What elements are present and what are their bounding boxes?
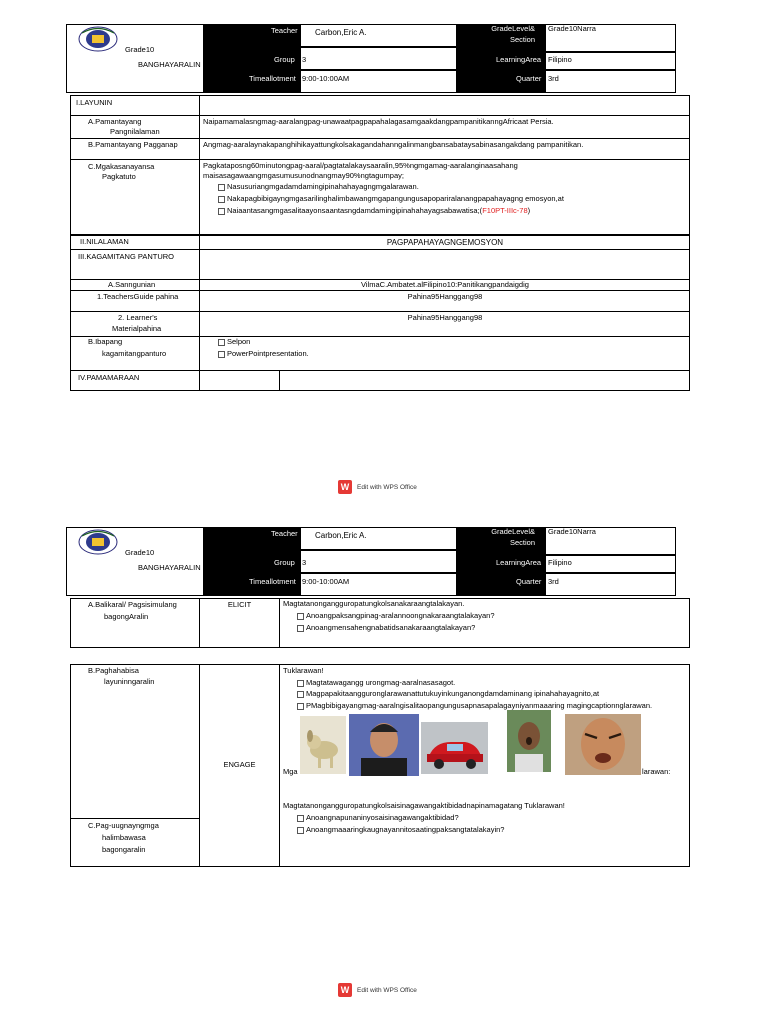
learningarea-value: Filipino — [548, 55, 572, 64]
balik-bullet-2: Anoangmensahengnabatidsanakaraangtalakayan? — [297, 624, 475, 633]
edit-with-wps-link[interactable] — [338, 480, 417, 494]
gradelevel-label-2: Section — [509, 538, 535, 547]
checkbox-bullet-icon — [297, 680, 304, 687]
wps-label: Edit with WPS Office — [357, 483, 417, 491]
lm-label-2: Materialpahina — [112, 324, 162, 333]
time-value: 9:00-10:00AM — [302, 74, 350, 83]
quarter-value-cell — [545, 573, 676, 596]
angry-man-image — [565, 714, 641, 775]
row-line — [70, 138, 690, 139]
wps-label: Edit with WPS Office — [357, 986, 417, 994]
balik-bullet-1: Anoangpaksangpinag-aralannoongnakaraangtalakayan? — [297, 612, 495, 621]
teacher-value: Carbon,Eric A. — [315, 531, 367, 540]
subject-text: BANGHAYARALIN — [138, 563, 201, 572]
wps-office-icon: W — [338, 480, 352, 494]
kasanayan-intro-1: Pagkataposng60minutongpag-aaral/pagtatalakaysaaralin,95%ngmgamag-aaralanginaasahang — [203, 161, 518, 170]
larawan-label: larawan: — [642, 767, 671, 776]
after-bullet-2: Anoangmaaaringkaugnayannitosaatingpaksangtatalakayin? — [297, 826, 504, 835]
checkbox-bullet-icon — [297, 827, 304, 834]
quarter-label: Quarter — [516, 74, 542, 83]
ibapang-bullet-1: Selpon — [218, 338, 250, 347]
checkbox-bullet-icon — [297, 613, 304, 620]
gradelevel-label-2: Section — [509, 35, 535, 44]
checkbox-bullet-icon — [297, 815, 304, 822]
kagamitan-label: III.KAGAMITANG PANTURO — [78, 252, 174, 261]
tuklas-bullet-2: Magpapakitaangguronglarawanattutukuyinkunganongdamdaminang ipinahahayagnito,at — [297, 690, 599, 699]
tuklas-title: Tuklarawan! — [283, 666, 324, 675]
gradelevel-label-1: GradeLevel& — [491, 527, 535, 536]
group-value-cell — [300, 550, 457, 573]
pamantayang-pang-text: Naipamamalasngmag-aaralangpag-unawaatpagpapahalagasamgaakdangpampanitikanngAfricaat Persia. — [203, 117, 554, 126]
edit-with-wps-link[interactable] — [338, 983, 417, 997]
pag-ugnay-label-1: C.Pag-uugnayngmga — [88, 821, 159, 830]
lm-text: Pahina95Hanggang98 — [407, 313, 483, 322]
row-line — [70, 290, 690, 291]
wps-office-icon: W — [338, 983, 352, 997]
balik-text: Magtatanongangguropatungkolsanakaraangtalakayan. — [283, 599, 465, 608]
row-line — [70, 115, 690, 116]
checkbox-bullet-icon — [218, 351, 225, 358]
checkbox-bullet-icon — [297, 625, 304, 632]
layunin-label: I.LAYUNIN — [76, 98, 113, 107]
col-divider — [279, 664, 280, 867]
checkbox-bullet-icon — [297, 691, 304, 698]
mga-label: Mga — [283, 767, 298, 776]
nilalaman-text: PAGPAPAHAYAGNGEMOSYON — [386, 238, 504, 247]
paghahabisa-label-1: B.Paghahabisa — [88, 666, 139, 675]
pamantayang-pag-label: B.Pamantayang Pagganap — [88, 140, 178, 149]
balik-label-2: bagongAralin — [104, 612, 149, 621]
teacher-label: Teacher — [271, 529, 298, 538]
checkbox-bullet-icon — [218, 184, 225, 191]
sad-man-image — [349, 714, 419, 776]
deped-seal-icon — [78, 26, 118, 52]
kasanayan-bullet-2: Nakapagbibigayngmgasarilinghalimbawangmgapangungusapopariralanangpapahayagng emosyon,at — [218, 195, 564, 204]
kasanayan-bullet-3: Naiaantasangmgasalitaayonsaantasngdamdamingipinahahayagsabawatisa;(F10PT-IIIc-78) — [218, 207, 530, 216]
gradelevel-label-1: GradeLevel& — [491, 24, 535, 33]
deped-seal-icon — [78, 529, 118, 555]
row-line — [70, 249, 690, 250]
group-label: Group — [274, 55, 295, 64]
teacher-label: Teacher — [271, 26, 298, 35]
pamantayang-pag-text: Angmag-aaralaynakapanghihikayattungkolsakagandahanngalinmangbansabataysabinasangakdang pampanitikan. — [203, 140, 584, 149]
lm-label-1: 2. Learner's — [118, 313, 158, 322]
teacher-value: Carbon,Eric A. — [315, 28, 367, 37]
checkbox-bullet-icon — [218, 196, 225, 203]
row-line — [70, 311, 690, 312]
group-value: 3 — [302, 558, 307, 567]
col-divider — [279, 370, 280, 391]
checkbox-bullet-icon — [297, 703, 304, 710]
pamamaraan-label: IV.PAMAMARAAN — [78, 373, 140, 382]
learningarea-value: Filipino — [548, 558, 572, 567]
red-car-image — [421, 722, 488, 774]
kasanayan-label-1: C.Mgakasanayansa — [88, 162, 155, 171]
row-line — [70, 370, 690, 371]
sanggunian-text: VilmaC.Ambatet.alFilipino10:Panitikangpandaigdig — [361, 280, 529, 289]
kasanayan-intro-2: maisasagawaangmgasumusunodnangmay90%ngtagumpay; — [203, 171, 404, 180]
group-value-cell — [300, 47, 457, 70]
checkbox-bullet-icon — [218, 208, 225, 215]
paghahabisa-label-2: layuninngaralin — [104, 677, 155, 686]
tuklas-bullet-1: Magtatawagangg urongmag-aaralnasasagot. — [297, 679, 455, 688]
pamantayang-pang-label-1: A.Pamantayang — [88, 117, 142, 126]
after-text: Magtatanongangguropatungkolsaisinagawangaktibidadnapinamagatang Tuklarawan! — [283, 801, 565, 810]
sad-dog-image — [300, 716, 346, 774]
tuklas-bullet-3: PMagbibigayangmag-aaralngisalitaopangungusapnasapalagayniyanmaaaring magingcaptionnglarawan. — [297, 702, 652, 711]
learningarea-label: LearningArea — [496, 558, 542, 567]
quarter-value-cell — [545, 70, 676, 93]
group-label: Group — [274, 558, 295, 567]
ibapang-label-1: B.Ibapang — [88, 337, 123, 346]
sanggunian-label: A.Sanngunian — [108, 280, 156, 289]
time-label: Timeallotment — [249, 577, 296, 586]
grade-text: Grade10 — [125, 548, 155, 557]
pag-ugnay-label-3: bagongaralin — [102, 845, 146, 854]
row-line — [70, 159, 690, 160]
gradelevel-value: Grade10Narra — [548, 24, 596, 33]
time-value: 9:00-10:00AM — [302, 577, 350, 586]
pamantayang-pang-label-2: Pangnilalaman — [110, 127, 160, 136]
checkbox-bullet-icon — [218, 339, 225, 346]
quarter-value: 3rd — [548, 577, 559, 586]
group-value: 3 — [302, 55, 307, 64]
row-line — [70, 818, 200, 819]
row-line — [70, 336, 690, 337]
quarter-label: Quarter — [516, 577, 542, 586]
balik-label-1: A.Balikaral/ Pagsisimulang — [88, 600, 177, 609]
elicit-label: ELICIT — [227, 600, 252, 609]
ibapang-bullet-2: PowerPointpresentation. — [218, 350, 309, 359]
kasanayan-bullet-1: Nasusuriangmgadamdamingipinahahayagngmgalarawan. — [218, 183, 419, 192]
grade-text: Grade10 — [125, 45, 155, 54]
col-divider — [279, 598, 280, 648]
kasanayan-label-2: Pagkatuto — [102, 172, 136, 181]
competency-code: F10PT-IIIc-78 — [482, 206, 528, 215]
learningarea-label: LearningArea — [496, 55, 542, 64]
nilalaman-label: II.NILALAMAN — [80, 237, 129, 246]
time-label: Timeallotment — [249, 74, 296, 83]
tg-label: 1.TeachersGuide pahina — [97, 292, 179, 301]
quarter-value: 3rd — [548, 74, 559, 83]
shocked-boy-image — [507, 710, 551, 772]
engage-label: ENGAGE — [223, 760, 256, 769]
after-bullet-1: Anoangnapunaninyosaisinagawangaktibidad? — [297, 814, 459, 823]
pag-ugnay-label-2: halimbawasa — [102, 833, 146, 842]
subject-text: BANGHAYARALIN — [138, 60, 201, 69]
tg-text: Pahina95Hanggang98 — [407, 292, 483, 301]
gradelevel-value: Grade10Narra — [548, 527, 596, 536]
ibapang-label-2: kagamitangpanturo — [102, 349, 167, 358]
row-line-thick — [70, 234, 690, 236]
